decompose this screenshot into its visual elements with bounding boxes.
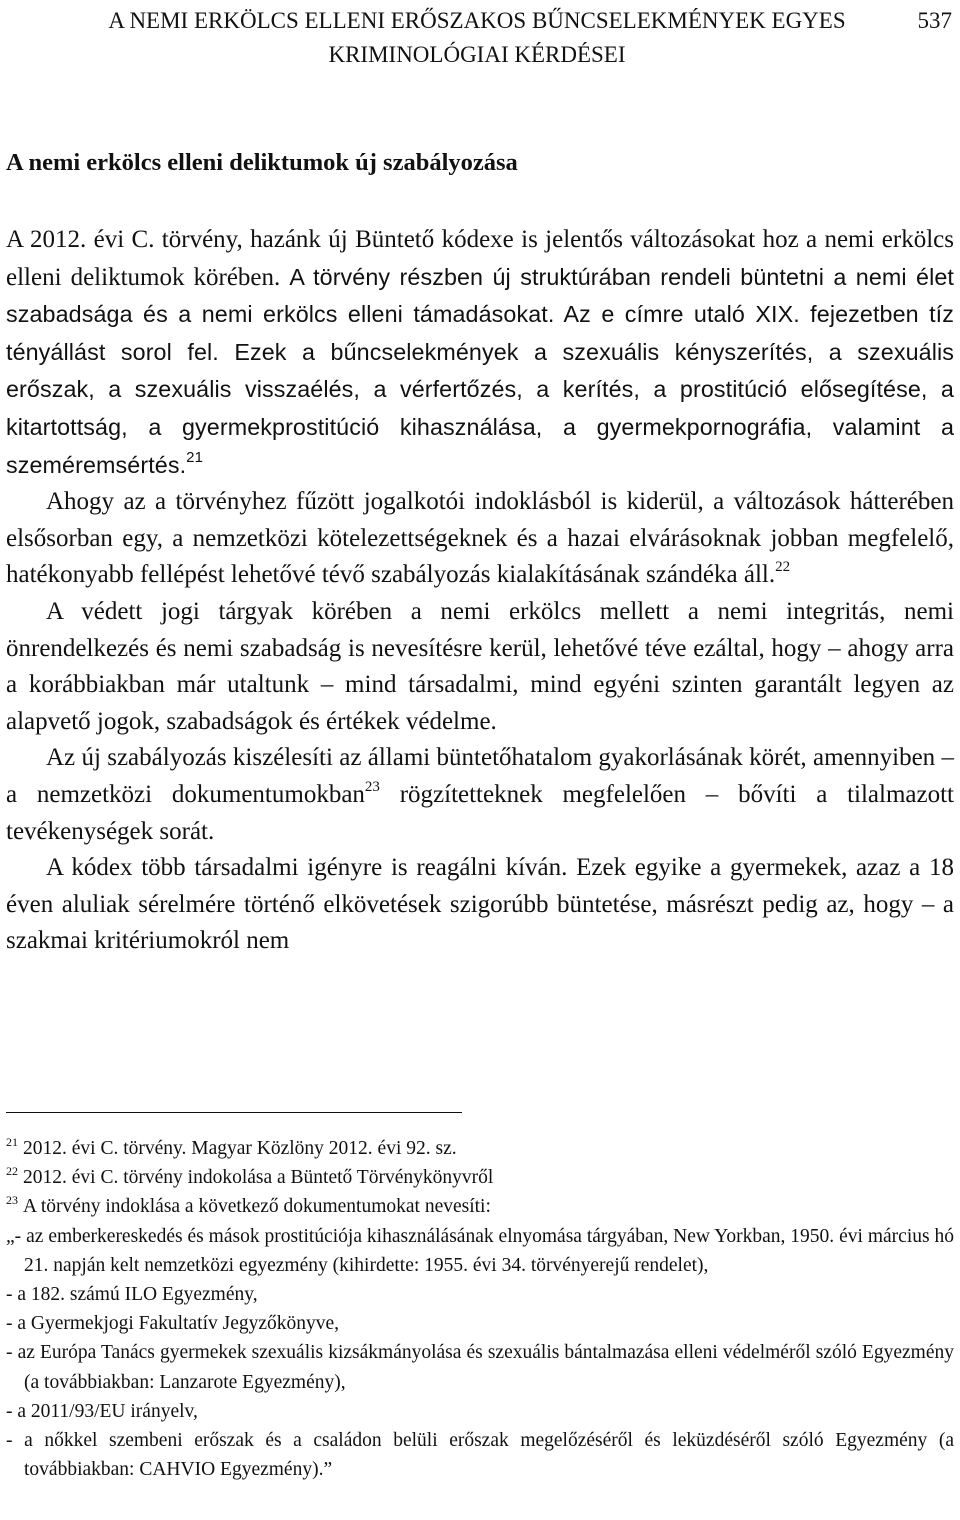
footnote-ref-22[interactable]: 22 — [775, 559, 791, 576]
section-title: A nemi erkölcs elleni deliktumok új szabályozása — [6, 149, 518, 176]
paragraph-3-text: A védett jogi tárgyak körében a nemi erkölcs mellett a nemi integritás, nemi önrendelkezés és nemi szabadság is nevesítésre kerül, lehetővé téve ezáltal, hogy – ahogy arra a korábbiakban már utaltunk – mind társadalmi, mind egyéni szinten garantált legyen az alapvető jogok, szabadságok és értékek védelme. — [6, 597, 954, 735]
list-item: - a nőkkel szembeni erőszak és a családon belüli erőszak megelőzéséről és leküzdéséről szóló Egyezmény (a továbbiakban: CAHVIO Egyezmény).” — [6, 1430, 954, 1481]
footnote-21 — [6, 1134, 954, 1163]
paragraph-3 — [6, 594, 954, 740]
paragraph-5 — [6, 850, 954, 960]
footnote-ref-21[interactable]: 21 — [186, 448, 204, 466]
paragraph-4-text-before: Az új szabályozás kiszélesíti az állami büntetőhatalom gyakorlásának körét, amennyiben – a nemzetközi dokumentumokban — [6, 744, 954, 808]
paragraph-2-text: Ahogy az a törvényhez fűzött jogalkotói indoklásból is kiderül, a változások hátterében elsősorban egy, a nemzetközi kötelezettségeknek és a hazai elvárásoknak jobban megfelelő, hatékonyabb fellépést lehetővé tévő szabályozás kialakításának szándéka áll. — [6, 488, 954, 589]
footnote-number: 22 — [6, 1164, 18, 1179]
paragraph-5-text: A kódex több társadalmi igényre is reagálni kíván. Ezek egyike a gyermekek, azaz a 18 éven aluliak sérelmére történő elkövetések szigorúbb büntetése, másrészt pedig az, hogy – a szakmai kritériumokról nem — [6, 854, 954, 955]
footnote-text: 2012. évi C. törvény. Magyar Közlöny 2012. évi 92. sz. — [23, 1138, 457, 1159]
paragraph-4-text-after: rögzítetteknek megfelelően – bővíti a tilalmazott tevékenységek sorát. — [6, 780, 954, 845]
paragraph-2 — [6, 484, 954, 594]
footnote-ref-23[interactable]: 23 — [364, 778, 380, 795]
footnote-text: 2012. évi C. törvény indokolása a Büntető Törvénykönyvről — [23, 1167, 494, 1189]
footnotes — [6, 1134, 954, 1484]
footnote-22 — [6, 1163, 954, 1192]
footnote-number: 23 — [6, 1193, 18, 1208]
footnote-separator — [6, 1112, 462, 1113]
list-item: „- az emberkereskedés és mások prostitúciója kihasználásának elnyomása tárgyában, New Yorkban, 1950. évi március hó 21. napján kelt nemzetközi egyezmény (kihirdette: 1955. évi 34. törvényerejű rendelet), — [6, 1225, 954, 1276]
footnote-number: 21 — [6, 1135, 18, 1149]
paragraph-1 — [6, 222, 954, 484]
footnote-23-document-list — [6, 1222, 954, 1485]
paragraph-1-sans-text: A törvény részben új struktúrában rendeli büntetni a nemi élet szabadsága és a nemi erkölcs elleni támadásokat. Az e címre utaló XIX. fejezetben tíz tényállást sorol fel. Ezek a bűncselekmények a szexuális kényszerítés, a szexuális erőszak, a szexuális visszaélés, a vérfertőzés, a kerítés, a prostitúció elősegítése, a kitartottság, a gyermekprostitúció kihasználása, a gyermekpornográfia, valamint a szeméremsértés. — [6, 263, 954, 478]
body-text — [6, 222, 954, 960]
running-header-title: A NEMI ERKÖLCS ELLENI ERŐSZAKOS BŰNCSELEKMÉNYEK EGYES KRIMINOLÓGIAI KÉRDÉSEI — [108, 8, 846, 67]
footnote-23 — [6, 1192, 954, 1221]
list-item: - a Gyermekjogi Fakultatív Jegyzőkönyve, — [6, 1313, 340, 1335]
footnote-text: A törvény indoklása a következő dokumentumokat nevesíti: — [23, 1196, 491, 1218]
list-item: - az Európa Tanács gyermekek szexuális kizsákmányolása és szexuális bántalmazása elleni védelméről szóló Egyezmény (a továbbiakban: Lanzarote Egyezmény), — [6, 1342, 954, 1393]
paragraph-4 — [6, 740, 954, 850]
paragraph-1-serif-text: A 2012. évi C. törvény, hazánk új Büntető kódexe is jelentős változásokat hoz a nemi erkölcs elleni deliktumok körében. — [6, 226, 954, 291]
page-number: 537 — [917, 8, 952, 33]
list-item: - a 2011/93/EU irányelv, — [6, 1400, 198, 1422]
list-item: - a 182. számú ILO Egyezmény, — [6, 1284, 258, 1306]
